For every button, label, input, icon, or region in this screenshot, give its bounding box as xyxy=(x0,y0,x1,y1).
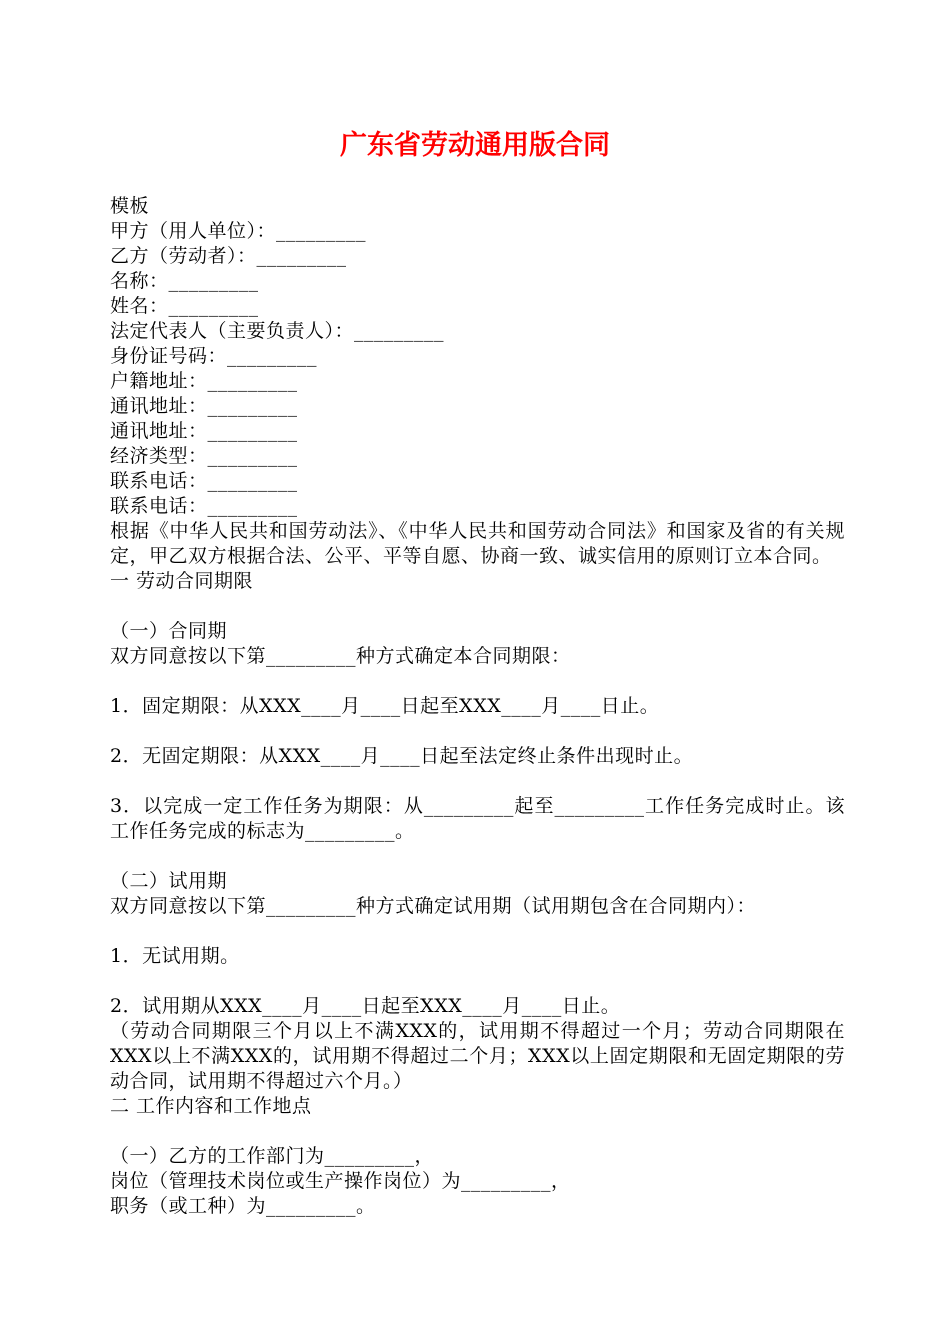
term-option-2: 2．无固定期限：从XXX____月____日起至法定终止条件出现时止。 xyxy=(110,745,694,767)
spacer xyxy=(110,1119,845,1144)
household-address-field: 户籍地址：_________ xyxy=(110,370,298,392)
spacer xyxy=(110,769,845,794)
mailing-address-field-2: 通讯地址：_________ xyxy=(110,420,298,442)
mailing-address-field: 通讯地址：_________ xyxy=(110,395,298,417)
probation-option-2: 2．试用期从XXX____月____日起至XXX____月____日止。 xyxy=(110,995,621,1017)
name-field: 名称：_________ xyxy=(110,270,259,292)
template-label: 模板 xyxy=(110,195,150,217)
work-department: （一）乙方的工作部门为_________， xyxy=(110,1145,435,1167)
legal-rep-field: 法定代表人（主要负责人）：_________ xyxy=(110,320,445,342)
party-b-field: 乙方（劳动者）：_________ xyxy=(110,245,347,267)
term-option-3: 3．以完成一定工作任务为期限：从_________起至_________工作任务完成时止。该工作任务完成的标志为_________。 xyxy=(110,795,845,842)
phone-field-2: 联系电话：_________ xyxy=(110,495,298,517)
spacer xyxy=(110,969,845,994)
spacer xyxy=(110,594,845,619)
document-body xyxy=(110,194,845,1219)
subsection-1-intro: 双方同意按以下第_________种方式确定本合同期限： xyxy=(110,645,571,667)
spacer xyxy=(110,719,845,744)
subsection-2-heading: （二）试用期 xyxy=(110,870,228,892)
section-2-heading: 二 工作内容和工作地点 xyxy=(110,1095,312,1117)
intro-paragraph: 根据《中华人民共和国劳动法》、《中华人民共和国劳动合同法》和国家及省的有关规定，甲乙双方根据合法、公平、平等自愿、协商一致、诚实信用的原则订立本合同。 xyxy=(110,520,845,567)
economic-type-field: 经济类型：_________ xyxy=(110,445,298,467)
section-1-heading: 一 劳动合同期限 xyxy=(110,570,254,592)
spacer xyxy=(110,919,845,944)
id-number-field: 身份证号码：_________ xyxy=(110,345,318,367)
spacer xyxy=(110,669,845,694)
phone-field: 联系电话：_________ xyxy=(110,470,298,492)
term-option-1: 1．固定期限：从XXX____月____日起至XXX____月____日止。 xyxy=(110,695,660,717)
work-position: 岗位（管理技术岗位或生产操作岗位）为_________， xyxy=(110,1170,571,1192)
subsection-2-intro: 双方同意按以下第_________种方式确定试用期（试用期包含在合同期内）： xyxy=(110,895,757,917)
work-role: 职务（或工种）为_________。 xyxy=(110,1195,376,1217)
probation-option-1: 1．无试用期。 xyxy=(110,945,240,967)
document-title: 广东省劳动通用版合同 xyxy=(340,130,610,161)
spacer xyxy=(110,844,845,869)
person-name-field: 姓名：_________ xyxy=(110,295,259,317)
subsection-1-heading: （一）合同期 xyxy=(110,620,228,642)
probation-note: （劳动合同期限三个月以上不满XXX的，试用期不得超过一个月；劳动合同期限在XXX以上不满XXX的，试用期不得超过二个月；XXX以上固定期限和无固定期限的劳动合同，试用期不得超过六个月。） xyxy=(110,1020,845,1092)
party-a-field: 甲方（用人单位）：_________ xyxy=(110,220,367,242)
